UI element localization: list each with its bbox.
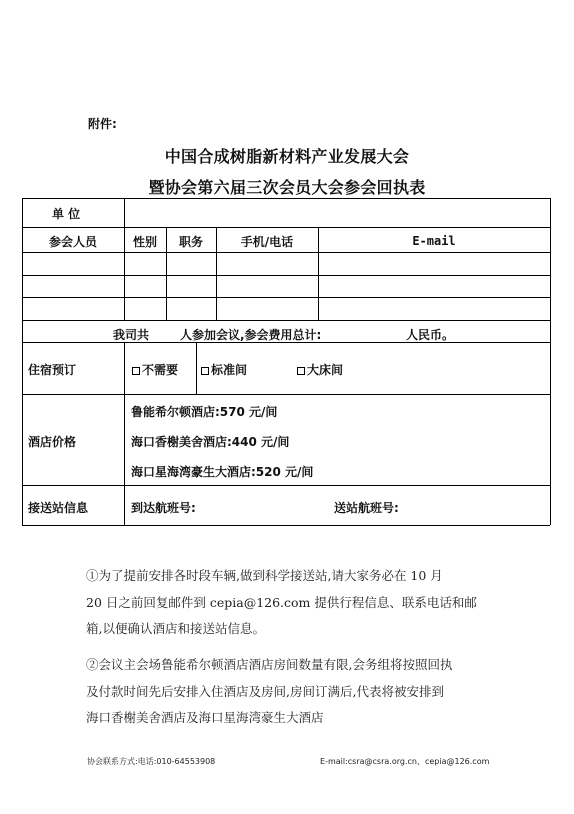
summary-part2: 人参加会议,参会费用总计: xyxy=(180,328,322,342)
header-attendee: 参会人员 xyxy=(48,235,97,249)
hotel-price-label: 酒店价格 xyxy=(28,435,77,449)
transfer-label: 接送站信息 xyxy=(28,501,89,515)
note-line: 20 日之前回复邮件到 cepia@126.com 提供行程信息、联系电话和邮 xyxy=(86,594,477,610)
checkbox-icon[interactable] xyxy=(297,367,305,375)
annex-label: 附件: xyxy=(88,117,117,131)
departure-flight-label: 送站航班号: xyxy=(334,501,399,515)
unit-input[interactable] xyxy=(126,200,548,226)
hotel-price-item: 海口星海湾豪生大酒店:520 元/间 xyxy=(131,465,314,479)
lodging-option-kingbed[interactable]: 大床间 xyxy=(297,361,343,378)
note-1 xyxy=(86,563,494,643)
checkbox-icon[interactable] xyxy=(132,367,140,375)
header-position: 职务 xyxy=(178,235,203,249)
hotel-price-item: 海口香榭美舍酒店:440 元/间 xyxy=(131,435,290,449)
note-line: 海口香榭美舍酒店及海口星海湾豪生大酒店 xyxy=(86,710,324,725)
summary-part3: 人民币。 xyxy=(406,328,455,342)
table-row[interactable] xyxy=(23,298,550,320)
note-line: ①为了提前安排各时段车辆,做到科学接送站,请大家务必在 10 月 xyxy=(86,568,443,583)
table-row[interactable] xyxy=(23,276,550,297)
checkbox-icon[interactable] xyxy=(201,367,209,375)
note-2 xyxy=(86,652,494,732)
note-line: 及付款时间先后安排入住酒店及房间,房间订满后,代表将被安排到 xyxy=(86,683,444,699)
summary-part1: 我司共 xyxy=(113,328,150,342)
header-email: E-mail xyxy=(412,234,456,248)
page-title: 中国合成树脂新材料产业发展大会 xyxy=(164,147,410,166)
footer-contact: 协会联系方式:电话:010-64553908 xyxy=(87,757,216,766)
hotel-price-item: 鲁能希尔顿酒店:570 元/间 xyxy=(131,405,278,419)
lodging-label: 住宿预订 xyxy=(28,363,77,377)
header-gender: 性别 xyxy=(132,235,157,249)
page-subtitle: 暨协会第六届三次会员大会参会回执表 xyxy=(148,178,426,197)
arrival-flight-label: 到达航班号: xyxy=(131,501,196,515)
footer-email: E-mail:csra@csra.org.cn、cepia@126.com xyxy=(320,757,490,766)
lodging-option-none[interactable]: 不需要 xyxy=(132,361,178,378)
note-line: ②会议主会场鲁能希尔顿酒店酒店房间数量有限,会务组将按照回执 xyxy=(86,657,453,672)
note-line: 箱,以便确认酒店和接送站信息。 xyxy=(86,621,265,636)
unit-label: 单 位 xyxy=(52,207,81,221)
table-row[interactable] xyxy=(23,253,550,275)
header-phone: 手机/电话 xyxy=(240,235,294,249)
lodging-option-standard[interactable]: 标准间 xyxy=(201,361,247,378)
